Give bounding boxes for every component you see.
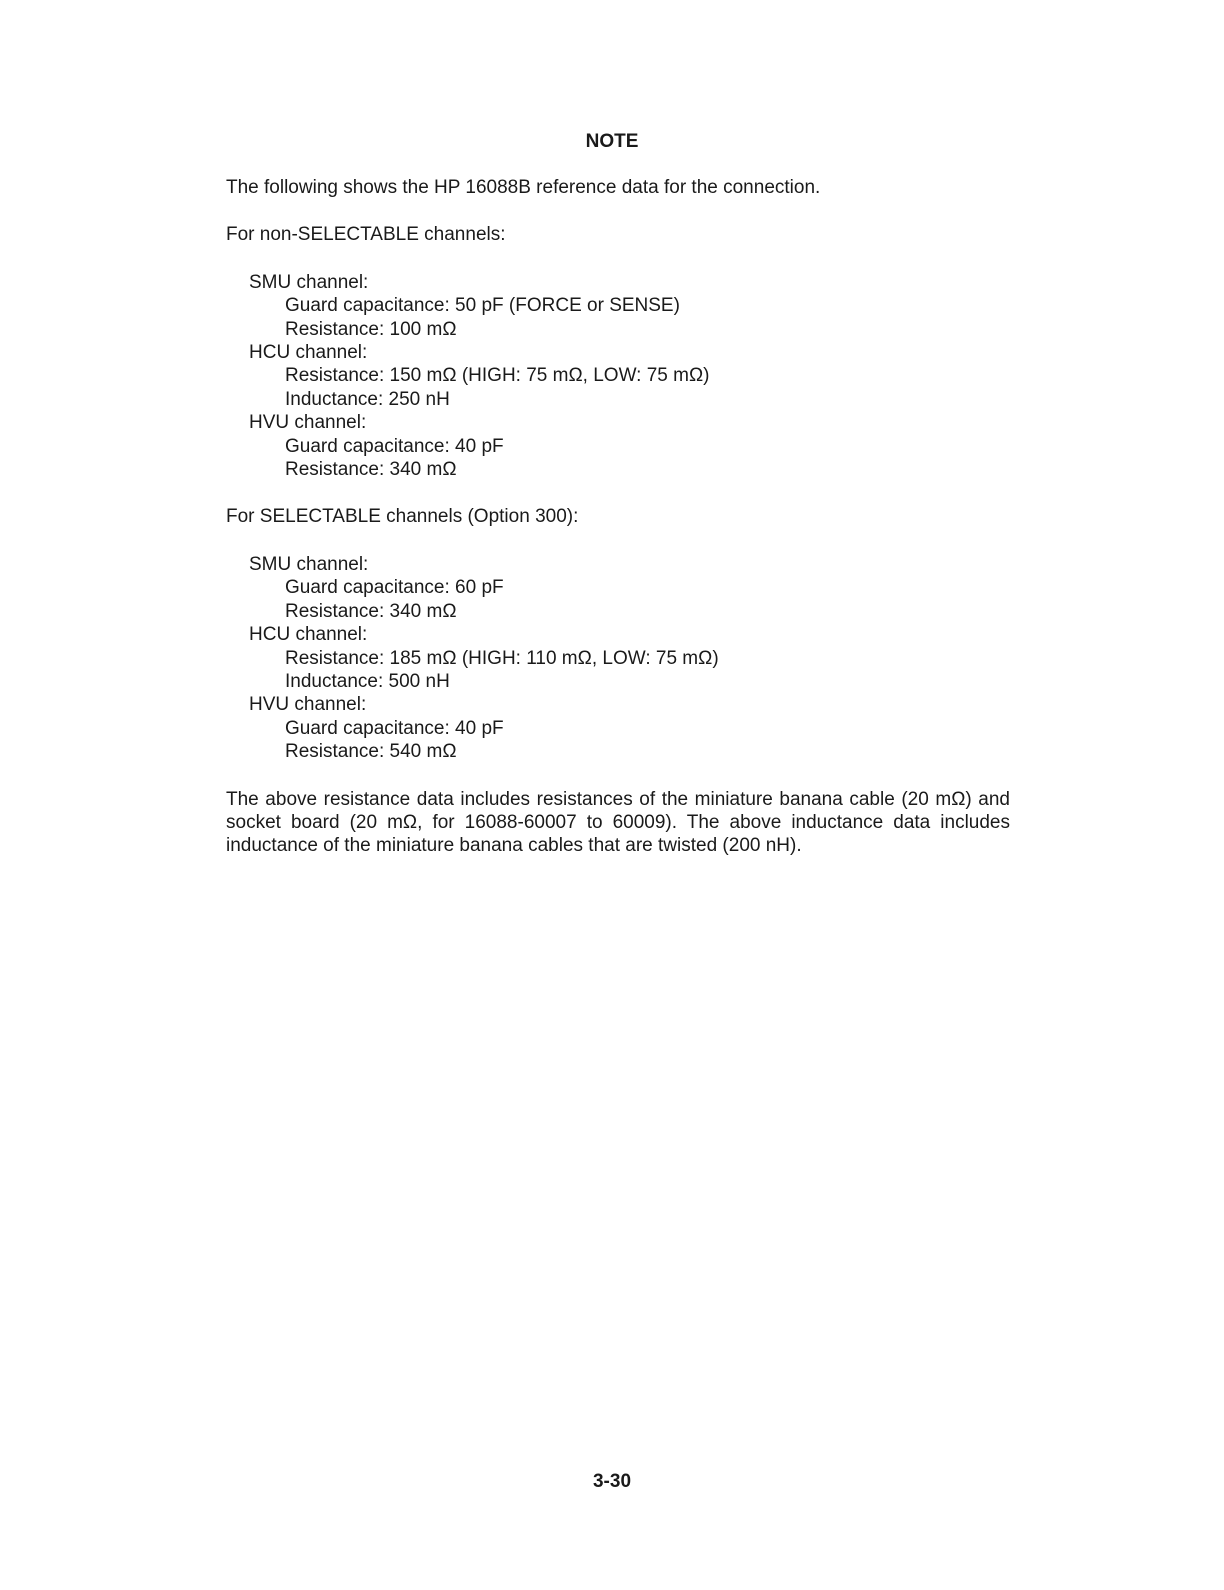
channel-hcu [226,623,1010,693]
channel-spec: Inductance: 250 nH [285,388,450,410]
intro-text: The following shows the HP 16088B reference data for the connection. [226,177,821,198]
channel-smu [226,553,1010,623]
selectable-label: For SELECTABLE channels (Option 300): [226,506,579,528]
channel-smu [226,271,1010,341]
channel-name: HCU channel: [249,624,368,646]
channel-hvu [226,411,1010,481]
channel-spec: Inductance: 500 nH [285,670,450,692]
channel-hcu [226,341,1010,411]
channel-name: SMU channel: [249,553,369,575]
channel-name: HVU channel: [249,694,367,716]
selectable-channel-list [226,553,1010,764]
channel-hvu [226,693,1010,763]
channel-spec: Resistance: 340 mΩ [285,459,457,481]
channel-spec: Guard capacitance: 40 pF [285,717,504,739]
note-body [226,176,1010,858]
non-selectable-label: For non-SELECTABLE channels: [226,224,506,246]
channel-spec: Resistance: 340 mΩ [285,600,457,622]
footnote-text: The above resistance data includes resistances of the miniature banana cable (20 mΩ) and socket board (20 mΩ, for 16088-60007 to 60009). The above inductance data includes inductance of the miniature banana cables that are twisted (200 nH). [226,788,1010,857]
non-selectable-channel-list [226,271,1010,482]
channel-name: HVU channel: [249,412,367,434]
channel-spec: Guard capacitance: 40 pF [285,435,504,457]
page-number: 3-30 [592,1471,632,1492]
channel-spec: Resistance: 185 mΩ (HIGH: 110 mΩ, LOW: 75 mΩ) [285,647,719,669]
note-heading: NOTE [585,131,639,152]
channel-name: HCU channel: [249,342,368,364]
channel-spec: Resistance: 100 mΩ [285,318,457,340]
channel-spec: Resistance: 540 mΩ [285,741,457,763]
channel-spec: Guard capacitance: 60 pF [285,577,504,599]
channel-spec: Resistance: 150 mΩ (HIGH: 75 mΩ, LOW: 75 mΩ) [285,365,710,387]
channel-spec: Guard capacitance: 50 pF (FORCE or SENSE) [285,295,680,317]
channel-name: SMU channel: [249,271,369,293]
